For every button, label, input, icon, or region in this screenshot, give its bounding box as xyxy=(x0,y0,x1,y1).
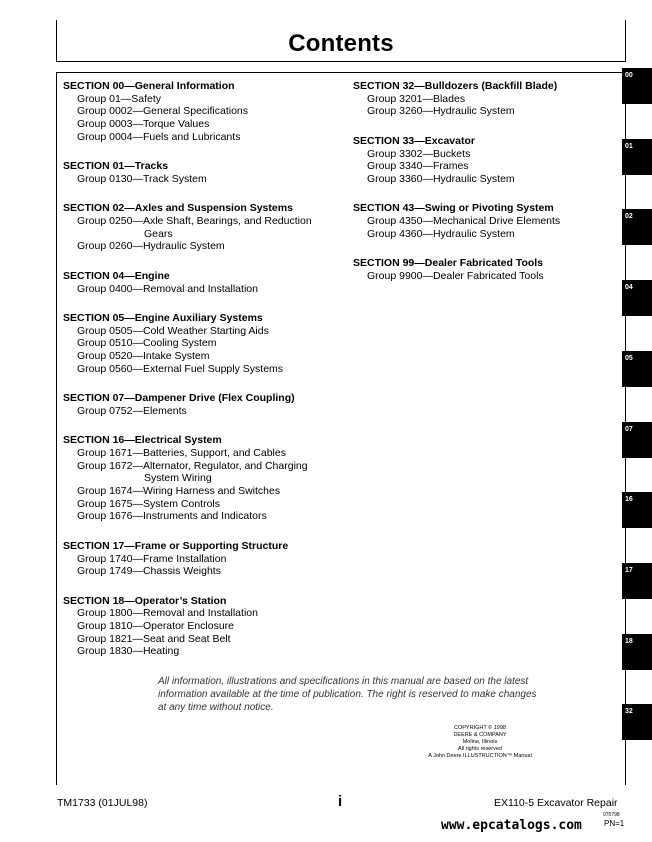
group-number: Group 1830 xyxy=(77,645,133,658)
section-tab xyxy=(622,563,652,599)
group-entry: Group 0505—Cold Weather Starting Aids xyxy=(77,324,269,337)
group-title: Intake System xyxy=(142,350,210,362)
group-title-continued: System Wiring xyxy=(144,472,212,485)
section-tab-label: 16 xyxy=(625,496,633,504)
group-title: Operator Enclosure xyxy=(142,620,235,632)
section-tab-label: 00 xyxy=(625,72,633,79)
group-entry: Group 0002—General Specifications xyxy=(77,105,249,118)
group-title: System Controls xyxy=(142,497,220,510)
footer-pn: PN=1 xyxy=(604,819,625,828)
group-entry: Group 1800—Removal and Installation xyxy=(77,607,258,620)
group-entry: Group 0260—Hydraulic System xyxy=(77,240,225,253)
section-heading: SECTION 00—General Information xyxy=(63,80,235,92)
group-entry: Group 0130—Track System xyxy=(77,172,207,185)
group-number: Group 0560 xyxy=(77,362,133,375)
group-number: Group 3302 xyxy=(367,147,423,160)
section-tab-label: 05 xyxy=(625,354,633,362)
section-tab-label: 17 xyxy=(625,566,633,574)
group-title: Elements xyxy=(142,404,187,417)
group-number: Group 0260 xyxy=(77,240,133,253)
group-title: Cooling System xyxy=(142,337,217,350)
group-number: Group 1810 xyxy=(77,620,133,632)
group-title: Hydraulic System xyxy=(432,227,515,240)
group-title: Batteries, Support, and Cables xyxy=(142,446,286,459)
group-title: Chassis Weights xyxy=(142,565,221,578)
group-title: Heating xyxy=(142,645,180,658)
section-tab xyxy=(622,68,652,104)
group-title: Instruments and Indicators xyxy=(142,510,267,523)
group-entry: Group 0003—Torque Values xyxy=(77,118,210,131)
section-tab-label: 04 xyxy=(625,284,633,292)
section-block xyxy=(63,312,343,376)
group-title: Blades xyxy=(432,92,466,105)
group-title: External Fuel Supply Systems xyxy=(142,362,284,375)
group-title-continued: Gears xyxy=(144,227,173,240)
section-block xyxy=(353,257,623,282)
group-number: Group 1675 xyxy=(77,497,133,510)
group-title: Frame Installation xyxy=(142,552,227,565)
group-title: General Specifications xyxy=(142,105,249,118)
section-tab-label: 07 xyxy=(625,425,633,433)
group-number: Group 0400 xyxy=(77,282,133,295)
section-tab xyxy=(622,492,652,528)
group-entry: Group 3302—Buckets xyxy=(367,147,471,160)
group-number: Group 0130 xyxy=(77,172,133,185)
group-title: Buckets xyxy=(432,147,471,160)
group-number: Group 4360 xyxy=(367,227,423,240)
copyright-manual: A John Deere ILLUSTRUCTION™ Manual xyxy=(428,753,532,759)
section-heading: SECTION 16—Electrical System xyxy=(63,434,222,447)
section-block xyxy=(63,160,343,185)
group-entry: Group 3340—Frames xyxy=(367,160,469,173)
section-block xyxy=(63,270,343,295)
section-tab-label: 01 xyxy=(625,142,633,150)
group-title: Cold Weather Starting Aids xyxy=(142,324,269,337)
group-entry: Group 1672—Alternator, Regulator, and Charging System Wiring xyxy=(63,460,343,485)
copyright-block xyxy=(410,725,550,760)
section-tab xyxy=(622,351,652,387)
group-number: Group 9900 xyxy=(367,269,423,282)
group-title: Axle Shaft, Bearings, and Reduction xyxy=(142,215,312,227)
group-number: Group 0520 xyxy=(77,350,133,362)
section-block xyxy=(63,434,343,523)
section-heading: SECTION 01—Tracks xyxy=(63,160,169,173)
group-entry: Group 1676—Instruments and Indicators xyxy=(77,510,267,523)
contents-right-column xyxy=(353,80,623,299)
group-number: Group 0510 xyxy=(77,337,133,350)
section-block xyxy=(63,392,343,417)
group-entry: Group 1674—Wiring Harness and Switches xyxy=(77,485,281,497)
group-number: Group 3260 xyxy=(367,105,423,118)
group-entry: Group 0004—Fuels and Lubricants xyxy=(77,130,241,143)
group-title: Hydraulic System xyxy=(142,240,225,253)
group-entry: Group 1821—Seat and Seat Belt xyxy=(77,632,231,645)
group-entry: Group 1675—System Controls xyxy=(77,497,220,510)
group-title: Torque Values xyxy=(142,118,210,131)
group-entry: Group 4350—Mechanical Drive Elements xyxy=(367,215,561,227)
copyright-location: Moline, Illinois xyxy=(462,739,498,745)
section-tab xyxy=(622,209,652,245)
group-number: Group 0004 xyxy=(77,130,133,143)
footer-manual-title: EX110-5 Excavator Repair xyxy=(494,797,618,809)
section-block xyxy=(353,80,623,118)
section-tab-label: 32 xyxy=(625,708,633,716)
group-title: Track System xyxy=(142,172,207,185)
group-number: Group 1676 xyxy=(77,510,133,523)
group-entry: Group 1830—Heating xyxy=(77,645,180,658)
section-tab xyxy=(622,704,652,740)
group-number: Group 1821 xyxy=(77,632,133,645)
group-title: Removal and Installation xyxy=(142,607,258,620)
footer-doc-id: TM1733 (01JUL98) xyxy=(57,797,148,809)
group-number: Group 4350 xyxy=(367,215,423,227)
group-entry: Group 0250—Axle Shaft, Bearings, and Reduction Gears xyxy=(63,215,343,240)
group-title: Seat and Seat Belt xyxy=(142,632,231,645)
section-tab xyxy=(622,422,652,458)
group-number: Group 1671 xyxy=(77,446,133,459)
watermark-url: www.epcatalogs.com xyxy=(441,818,582,833)
group-number: Group 3360 xyxy=(367,172,423,185)
copyright-line: COPYRIGHT © 1998 xyxy=(454,725,506,731)
group-number: Group 1674 xyxy=(77,485,133,497)
section-block xyxy=(353,135,623,186)
page-title: Contents xyxy=(288,30,394,57)
section-block xyxy=(63,202,343,253)
section-tab xyxy=(622,280,652,316)
section-heading: SECTION 17—Frame or Supporting Structure xyxy=(63,539,289,552)
group-number: Group 1672 xyxy=(77,459,133,472)
group-entry: Group 0560—External Fuel Supply Systems xyxy=(77,362,284,375)
section-heading: SECTION 43—Swing or Pivoting System xyxy=(353,202,554,215)
section-heading: SECTION 07—Dampener Drive (Flex Coupling) xyxy=(63,392,295,405)
group-entry: Group 1810—Operator Enclosure xyxy=(77,620,235,632)
group-entry: Group 0752—Elements xyxy=(77,404,187,417)
group-number: Group 1740 xyxy=(77,552,133,565)
section-tab xyxy=(622,634,652,670)
group-title: Fuels and Lubricants xyxy=(142,130,241,143)
group-number: Group 3340 xyxy=(367,160,423,173)
group-entry: Group 4360—Hydraulic System xyxy=(367,227,515,240)
group-entry: Group 0520—Intake System xyxy=(77,350,210,362)
group-entry: Group 0400—Removal and Installation xyxy=(77,282,258,295)
group-title: Hydraulic System xyxy=(432,105,515,118)
copyright-rights: All rights reserved xyxy=(457,746,503,752)
section-heading: SECTION 32—Bulldozers (Backfill Blade) xyxy=(353,80,558,92)
group-title: Dealer Fabricated Tools xyxy=(432,269,544,282)
group-entry: Group 0510—Cooling System xyxy=(77,337,217,350)
section-heading: SECTION 04—Engine xyxy=(63,269,170,282)
group-entry: Group 3201—Blades xyxy=(367,92,466,105)
group-title: Frames xyxy=(432,160,469,173)
group-title: Wiring Harness and Switches xyxy=(142,485,281,497)
group-entry: Group 1740—Frame Installation xyxy=(77,552,227,565)
section-tab-label: 18 xyxy=(625,637,633,645)
disclaimer-text: All information, illustrations and specifications in this manual are based on the latest information available at the time of publication. The right is reserved to make changes at any time without notice. xyxy=(158,676,537,713)
group-entry: Group 9900—Dealer Fabricated Tools xyxy=(367,269,544,282)
section-tab-label: 02 xyxy=(625,213,633,221)
section-heading: SECTION 99—Dealer Fabricated Tools xyxy=(353,257,544,270)
group-number: Group 1800 xyxy=(77,607,133,620)
section-block xyxy=(63,540,343,578)
group-title: Safety xyxy=(131,92,162,105)
section-block xyxy=(353,202,623,240)
section-block xyxy=(63,80,343,144)
group-title: Alternator, Regulator, and Charging xyxy=(142,459,308,472)
section-heading: SECTION 05—Engine Auxiliary Systems xyxy=(63,311,263,324)
group-number: Group 0752 xyxy=(77,404,133,417)
footer-page-number: i xyxy=(338,793,343,810)
section-tabs xyxy=(622,68,652,748)
group-number: Group 3201 xyxy=(367,92,423,105)
group-number: Group 0002 xyxy=(77,105,133,118)
group-title: Removal and Installation xyxy=(142,282,258,295)
group-entry: Group 1749—Chassis Weights xyxy=(77,565,221,578)
group-entry: Group 3260—Hydraulic System xyxy=(367,105,515,118)
contents-left-column xyxy=(63,80,343,675)
section-heading: SECTION 02—Axles and Suspension Systems xyxy=(63,202,293,215)
section-block xyxy=(63,595,343,659)
group-number: Group 1749 xyxy=(77,565,133,578)
group-entry: Group 1671—Batteries, Support, and Cables xyxy=(77,446,286,459)
footer-code: 070798 xyxy=(603,812,620,818)
section-heading: SECTION 33—Excavator xyxy=(353,134,475,147)
copyright-company: DEERE & COMPANY xyxy=(453,732,507,738)
group-title: Mechanical Drive Elements xyxy=(432,215,561,227)
group-entry: Group 3360—Hydraulic System xyxy=(367,172,515,185)
section-tab xyxy=(622,139,652,175)
section-heading: SECTION 18—Operator’s Station xyxy=(63,594,227,607)
group-number: Group 0505 xyxy=(77,324,133,337)
group-entry: Group 01—Safety xyxy=(77,92,162,105)
title-frame xyxy=(56,20,626,62)
group-title: Hydraulic System xyxy=(432,172,515,185)
group-number: Group 0003 xyxy=(77,118,133,131)
group-number: Group 01 xyxy=(77,92,121,105)
group-number: Group 0250 xyxy=(77,215,133,227)
